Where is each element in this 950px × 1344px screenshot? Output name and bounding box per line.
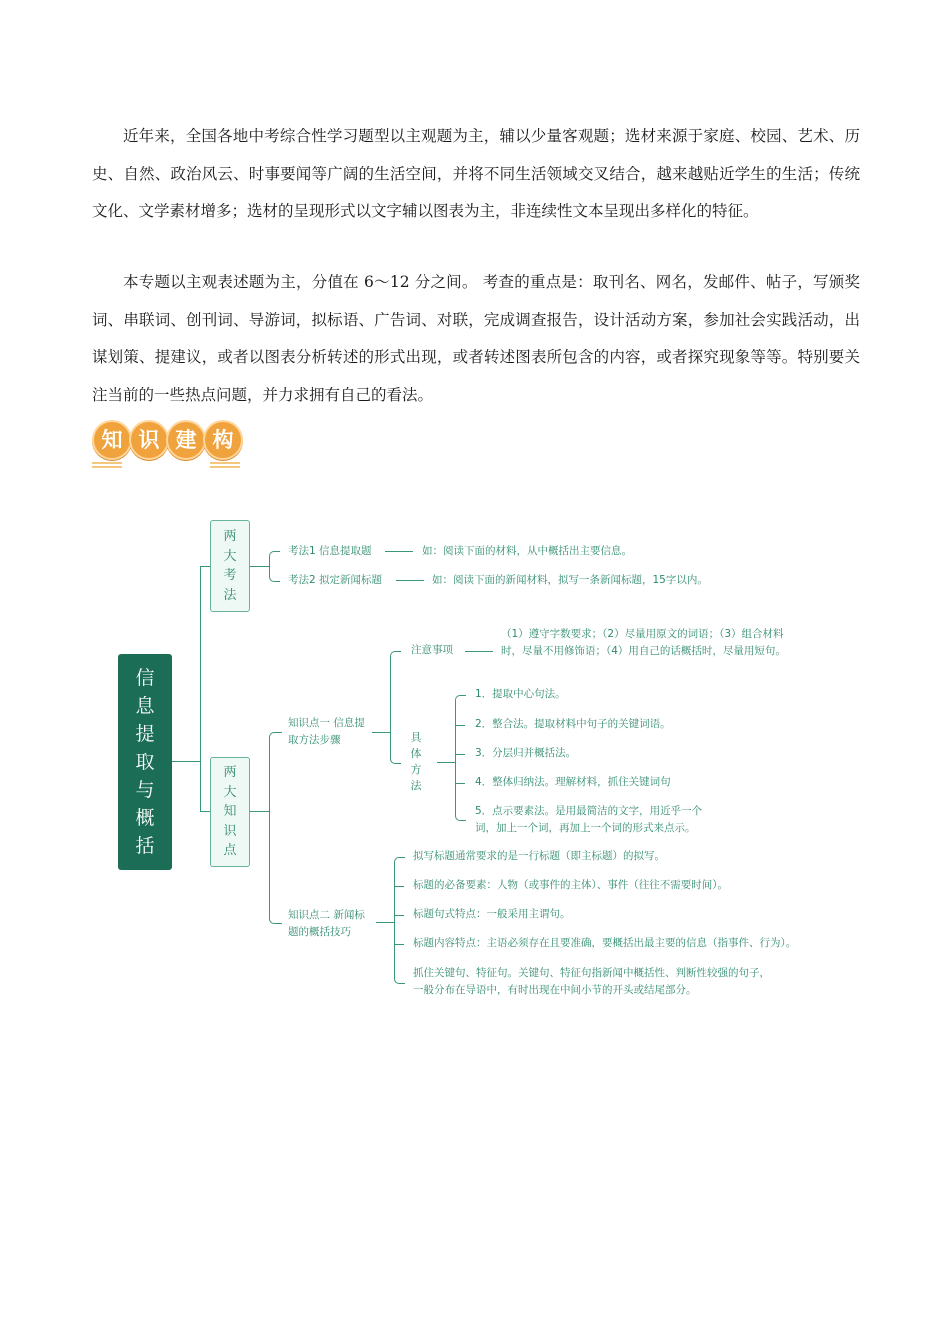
kp1-notes-dash (465, 651, 493, 652)
kp2-tick-4 (394, 944, 404, 945)
connector-branch2 (200, 811, 210, 812)
kp2-tick-3 (394, 915, 404, 916)
method-5: 5．点示要素法。是用最简洁的文字，用近乎一个词，加上一个词，再加上一个词的形式来点示。 (475, 805, 703, 834)
kp2-title: 知识点二 新闻标题的概括技巧 (288, 909, 365, 938)
method-tick-2 (455, 725, 465, 726)
kp2-item-2: 标题的必备要素：人物（或事件的主体）、事件（往往不需要时间）。 (413, 879, 728, 891)
badge-underline-left (92, 462, 122, 464)
exam-method-2-desc: 如：阅读下面的新闻材料，拟写一条新闻标题，15字以内。 (432, 574, 708, 586)
b2-bracket (269, 732, 282, 924)
kp2-connector (376, 922, 394, 923)
exam-method-1: 考法1 信息提取题 (288, 545, 372, 557)
connector-branch1 (200, 566, 210, 567)
kp1-methods-label: 具 体 方 法 (410, 731, 422, 792)
method-tick-3 (455, 754, 465, 755)
kp1-notes-text: （1）遵守字数要求；（2）尽量用原文的词语；（3）组合材料时，尽量不用修饰语；（4）用自己的话概括时，尽量用短句。 (501, 628, 786, 657)
kp2-item-1: 拟写标题通常要求的是一行标题（即主标题）的拟写。 (413, 850, 665, 862)
kp1-methods-connector (437, 762, 455, 763)
badge-char-2: 识 (129, 420, 169, 460)
b1-bracket (269, 551, 280, 582)
badge-underline-left-2 (92, 466, 122, 468)
exam-method-1-dash (385, 551, 413, 552)
method-3: 3．分层归并概括法。 (475, 747, 577, 759)
method-1: 1．提取中心句法。 (475, 688, 566, 700)
kp2-item-4: 标题内容特点：主语必须存在且要准确，要概括出最主要的信息（指事件、行为）。 (413, 937, 797, 949)
method-4: 4．整体归纳法。理解材料，抓住关键词句 (475, 776, 671, 788)
root-connector (172, 761, 200, 762)
intro-paragraph-2: 本专题以主观表述题为主，分值在 6～12 分之间。 考查的重点是：取刊名、网名，发邮件、帖子，写颁奖词、串联词、创刊词、导游词，拟标语、广告词、对联，完成调查报告，设计活动方案，参加社会实践活动，出谋划策、提建议，或者以图表分析转述的形式出现，或者转述图表所包含的内容，或者探究现象等等。特别要关注当前的一些热点问题，并力求拥有自己的看法。 (92, 273, 860, 404)
root-trunk (200, 566, 201, 812)
badge-char-1: 知 (92, 420, 132, 460)
mindmap-root: 信 息 提 取 与 概 括 (118, 654, 172, 870)
badge-char-4: 构 (203, 420, 243, 460)
kp1-notes-label: 注意事项 (411, 644, 453, 656)
kp1-bracket (390, 651, 401, 764)
kp1-connector (372, 732, 390, 733)
kp2-tick-2 (394, 886, 404, 887)
exam-method-2-dash (396, 580, 424, 581)
section-badge (92, 418, 248, 468)
kp1-title: 知识点一 信息提取方法步骤 (288, 717, 365, 746)
b2-connector (250, 811, 269, 812)
badge-underline-right-2 (210, 466, 240, 468)
badge-char-3: 建 (166, 420, 206, 460)
intro-paragraph-1: 近年来，全国各地中考综合性学习题型以主观题为主，辅以少量客观题；选材来源于家庭、校园、艺术、历史、自然、政治风云、时事要闻等广阔的生活空间，并将不同生活领域交叉结合，越来越贴近学生的生活；传统文化、文学素材增多；选材的呈现形式以文字辅以图表为主，非连续性文本呈现出多样化的特征。 (92, 127, 860, 220)
exam-method-2: 考法2 拟定新闻标题 (288, 574, 383, 586)
kp2-bracket (394, 857, 405, 984)
exam-method-1-desc: 如：阅读下面的材料，从中概括出主要信息。 (422, 545, 632, 557)
kp2-item-5: 抓住关键句、特征句。关键句、特征句指新闻中概括性、判断性较强的句子，一般分布在导语中，有时出现在中间小节的开头或结尾部分。 (413, 967, 770, 996)
branch-exam-methods: 两 大 考 法 (210, 520, 250, 612)
method-2: 2．整合法。提取材料中句子的关键词语。 (475, 718, 671, 730)
kp2-item-3: 标题句式特点：一般采用主谓句。 (413, 908, 571, 920)
branch-knowledge-points: 两 大 知 识 点 (210, 757, 250, 867)
kp1-methods-bracket (455, 695, 466, 821)
badge-underline-right (210, 462, 240, 464)
b1-connector (250, 566, 269, 567)
method-tick-4 (455, 783, 465, 784)
